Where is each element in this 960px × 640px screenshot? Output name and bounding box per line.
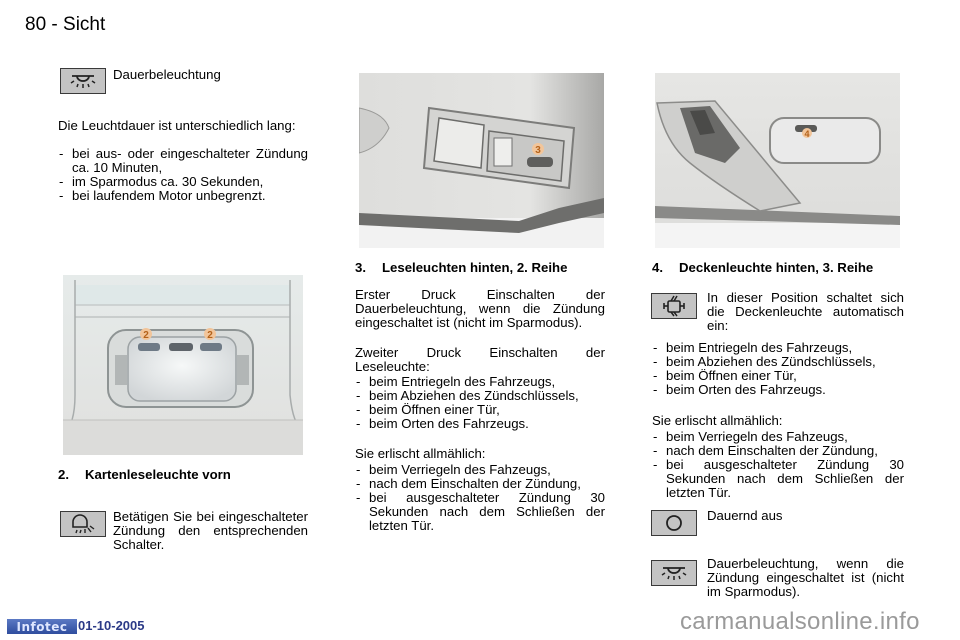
list-item: - beim Entriegeln des Fahrzeugs, bbox=[652, 341, 904, 355]
list-item: - beim Orten des Fahrzeugs. bbox=[355, 417, 605, 431]
section-heading-4 bbox=[652, 260, 873, 275]
section-title: Deckenleuchte hinten, 3. Reihe bbox=[679, 260, 874, 275]
list-item: - beim Verriegeln des Fahzeugs, bbox=[355, 463, 605, 477]
section-number: 4. bbox=[652, 260, 663, 275]
fade-out-intro: Sie erlischt allmählich: bbox=[652, 413, 783, 428]
list-item: - nach dem Einschalten der Zündung, bbox=[652, 444, 904, 458]
section-title: Kartenleseleuchte vorn bbox=[85, 467, 231, 482]
list-item: - nach dem Einschalten der Zündung, bbox=[355, 477, 605, 491]
print-date: 01-10-2005 bbox=[78, 618, 145, 633]
infotec-logo: Infotec bbox=[7, 619, 77, 634]
section-number: 3. bbox=[355, 260, 366, 275]
list-item: - beim Entriegeln des Fahrzeugs, bbox=[355, 375, 605, 389]
front-map-light-photo bbox=[63, 275, 303, 455]
always-off-label: Dauernd aus bbox=[707, 508, 783, 523]
map-reading-light-icon bbox=[68, 513, 98, 535]
map-reading-light-icon-box bbox=[60, 511, 106, 537]
section-heading-2 bbox=[58, 467, 231, 482]
second-press-paragraph: Zweiter Druck Einschalten der Leseleuchte: bbox=[355, 345, 605, 374]
permanent-light-icon-box bbox=[651, 560, 697, 586]
reading-light-off-list bbox=[355, 463, 605, 533]
door-open-icon bbox=[659, 295, 689, 317]
permanent-light-description: Dauerbeleuchtung, wenn die Zündung eingeschaltet ist (nicht im Sparmodus). bbox=[707, 556, 904, 599]
permanent-light-icon bbox=[68, 72, 98, 90]
callout-4: 4 bbox=[804, 129, 810, 139]
permanent-light-icon bbox=[659, 564, 689, 582]
section-title: Leseleuchten hinten, 2. Reihe bbox=[382, 260, 568, 275]
callout-3: 3 bbox=[535, 145, 541, 156]
watermark: carmanualsonline.info bbox=[680, 608, 920, 635]
off-circle-icon-box bbox=[651, 510, 697, 536]
rear-ceiling-light-photo bbox=[655, 73, 900, 248]
ceiling-light-off-list bbox=[652, 430, 904, 500]
list-item: - bei aus- oder eingeschalteter Zündung ca. 10 Minuten, bbox=[58, 147, 308, 175]
page-title: 80 - Sicht bbox=[25, 14, 106, 35]
duration-intro: Die Leuchtdauer ist unterschiedlich lang: bbox=[58, 118, 296, 133]
rear-reading-light-photo bbox=[359, 73, 604, 248]
list-item: - bei ausgeschalteter Zündung 30 Sekunden nach dem Schließen der letzten Tür. bbox=[652, 458, 904, 500]
list-item: - beim Abziehen des Zündschlüssels, bbox=[652, 355, 904, 369]
door-open-icon-box bbox=[651, 293, 697, 319]
callout-2-left: 2 bbox=[143, 330, 149, 341]
callout-2-right: 2 bbox=[207, 330, 213, 341]
permanent-light-label: Dauerbeleuchtung bbox=[113, 67, 221, 82]
list-item: - im Sparmodus ca. 30 Sekunden, bbox=[58, 175, 308, 189]
list-item: - beim Orten des Fahrzeugs. bbox=[652, 383, 904, 397]
list-item: - bei laufendem Motor unbegrenzt. bbox=[58, 189, 308, 203]
fade-out-intro: Sie erlischt allmählich: bbox=[355, 446, 486, 461]
off-circle-icon bbox=[659, 512, 689, 534]
ceiling-light-on-list bbox=[652, 341, 904, 397]
section-number: 2. bbox=[58, 467, 69, 482]
reading-light-on-list bbox=[355, 375, 605, 431]
map-light-instructions: Betätigen Sie bei eingeschalteter Zündung den entsprechenden Schalter. bbox=[113, 509, 308, 552]
list-item: - beim Öffnen einer Tür, bbox=[652, 369, 904, 383]
list-item: - beim Verriegeln des Fahzeugs, bbox=[652, 430, 904, 444]
first-press-paragraph: Erster Druck Einschalten der Dauerbeleuchtung, wenn die Zündung eingeschaltet ist (nicht im Sparmodus). bbox=[355, 287, 605, 330]
auto-mode-description: In dieser Position schaltet sich die Deckenleuchte automatisch ein: bbox=[707, 290, 904, 333]
list-item: - beim Öffnen einer Tür, bbox=[355, 403, 605, 417]
permanent-light-icon-box bbox=[60, 68, 106, 94]
section-heading-3 bbox=[355, 260, 567, 275]
duration-list bbox=[58, 147, 308, 203]
list-item: - bei ausgeschalteter Zündung 30 Sekunden nach dem Schließen der letzten Tür. bbox=[355, 491, 605, 533]
list-item: - beim Abziehen des Zündschlüssels, bbox=[355, 389, 605, 403]
